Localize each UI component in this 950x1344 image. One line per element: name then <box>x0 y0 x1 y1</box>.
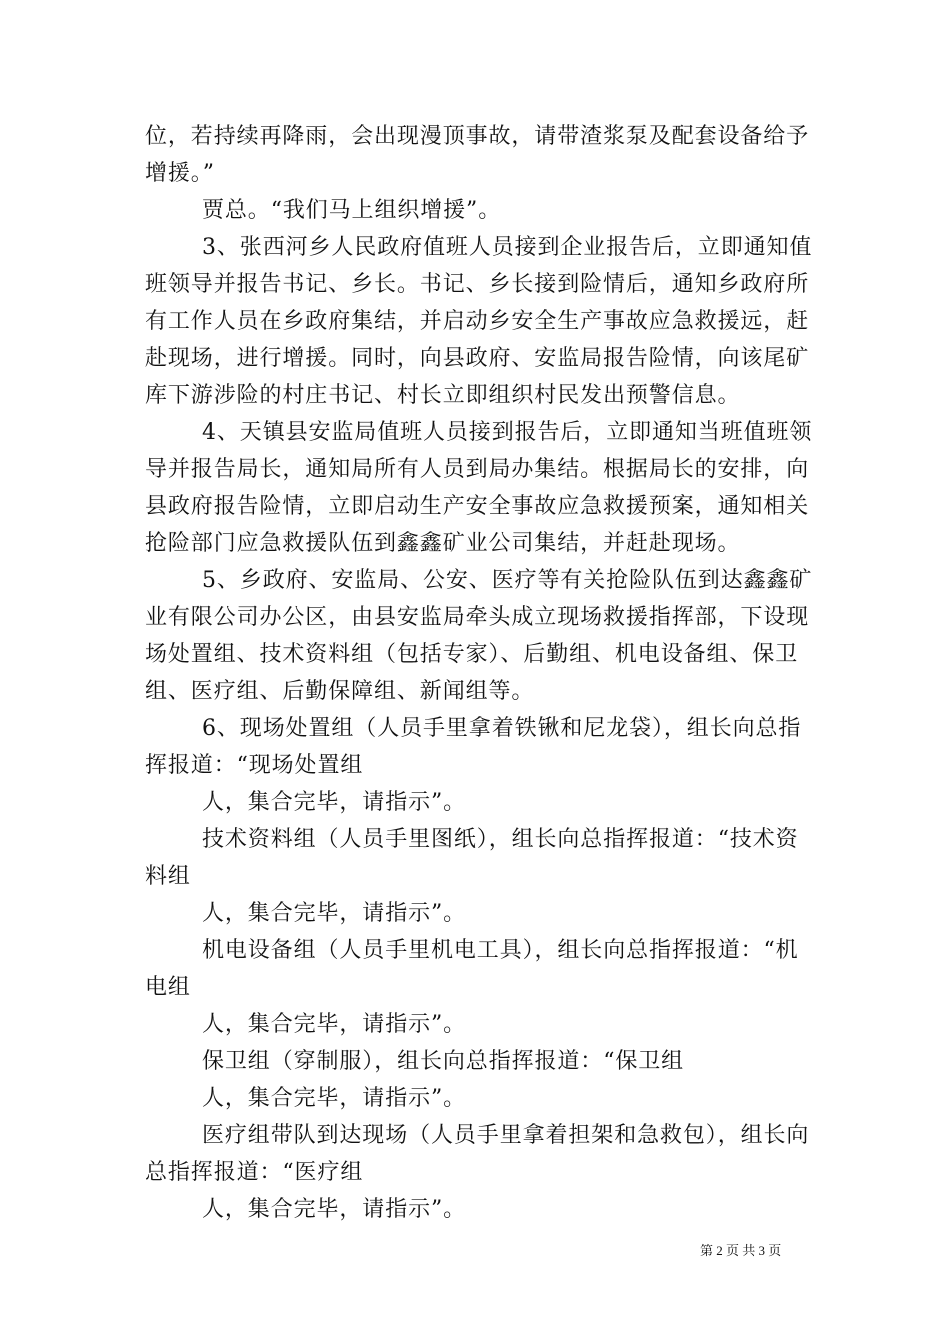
text-line: 机电设备组（人员手里机电工具），组长向总指挥报道：“机 <box>202 938 799 963</box>
text-line: 人，集合完毕，请指示”。 <box>202 790 467 815</box>
paragraph-4-start: 4、天镇县安监局值班人员接到报告后，立即通知当班值班领 <box>202 420 813 445</box>
text-line: 人，集合完毕，请指示”。 <box>202 1012 467 1037</box>
text-line: 电组 <box>145 975 191 1000</box>
text-line: 总指挥报道：“医疗组 <box>145 1160 364 1185</box>
paragraph-5-start: 5、乡政府、安监局、公安、医疗等有关抢险队伍到达鑫鑫矿 <box>202 568 813 593</box>
text-line: 班领导并报告书记、乡长。书记、乡长接到险情后，通知乡政府所 <box>145 272 810 297</box>
text-line: 人，集合完毕，请指示”。 <box>202 1197 467 1222</box>
page-number-footer: 第 2 页 共 3 页 <box>700 1243 782 1258</box>
text-line: 场处置组、技术资料组（包括专家）、后勤组、机电设备组、保卫 <box>145 642 799 667</box>
text-line: 挥报道：“现场处置组 <box>145 753 364 778</box>
text-line: 人，集合完毕，请指示”。 <box>202 901 467 926</box>
text-line: 组、医疗组、后勤保障组、新闻组等。 <box>145 679 535 704</box>
text-line: 库下游涉险的村庄书记、村长立即组织村民发出预警信息。 <box>145 383 741 408</box>
text-line: 赴现场，进行增援。同时，向县政府、安监局报告险情，向该尾矿 <box>145 346 810 371</box>
text-line: 贾总。“我们马上组织增援”。 <box>202 198 502 223</box>
text-line: 有工作人员在乡政府集结，并启动乡安全生产事故应急救援远，赶 <box>145 309 810 334</box>
text-line: 料组 <box>145 864 191 889</box>
text-line: 导并报告局长，通知局所有人员到局办集结。根据局长的安排，向 <box>145 457 810 482</box>
text-line: 人，集合完毕，请指示”。 <box>202 1086 467 1111</box>
paragraph-6-start: 6、现场处置组（人员手里拿着铁锹和尼龙袋），组长向总指 <box>202 716 802 741</box>
text-line: 县政府报告险情，立即启动生产安全事故应急救援预案，通知相关 <box>145 494 810 519</box>
document-body <box>145 118 813 1228</box>
text-line: 增援。” <box>145 161 215 186</box>
paragraph-3-start: 3、张西河乡人民政府值班人员接到企业报告后，立即通知值 <box>202 235 813 260</box>
text-line: 技术资料组（人员手里图纸），组长向总指挥报道：“技术资 <box>202 827 799 852</box>
text-line: 医疗组带队到达现场（人员手里拿着担架和急救包），组长向 <box>202 1123 810 1148</box>
text-line: 抢险部门应急救援队伍到鑫鑫矿业公司集结，并赶赴现场。 <box>145 531 741 556</box>
text-line: 位，若持续再降雨，会出现漫顶事故，请带渣浆泵及配套设备给予 <box>145 124 810 149</box>
text-line: 业有限公司办公区，由县安监局牵头成立现场救援指挥部，下设现 <box>145 605 810 630</box>
text-line: 保卫组（穿制服），组长向总指挥报道：“保卫组 <box>202 1049 685 1074</box>
